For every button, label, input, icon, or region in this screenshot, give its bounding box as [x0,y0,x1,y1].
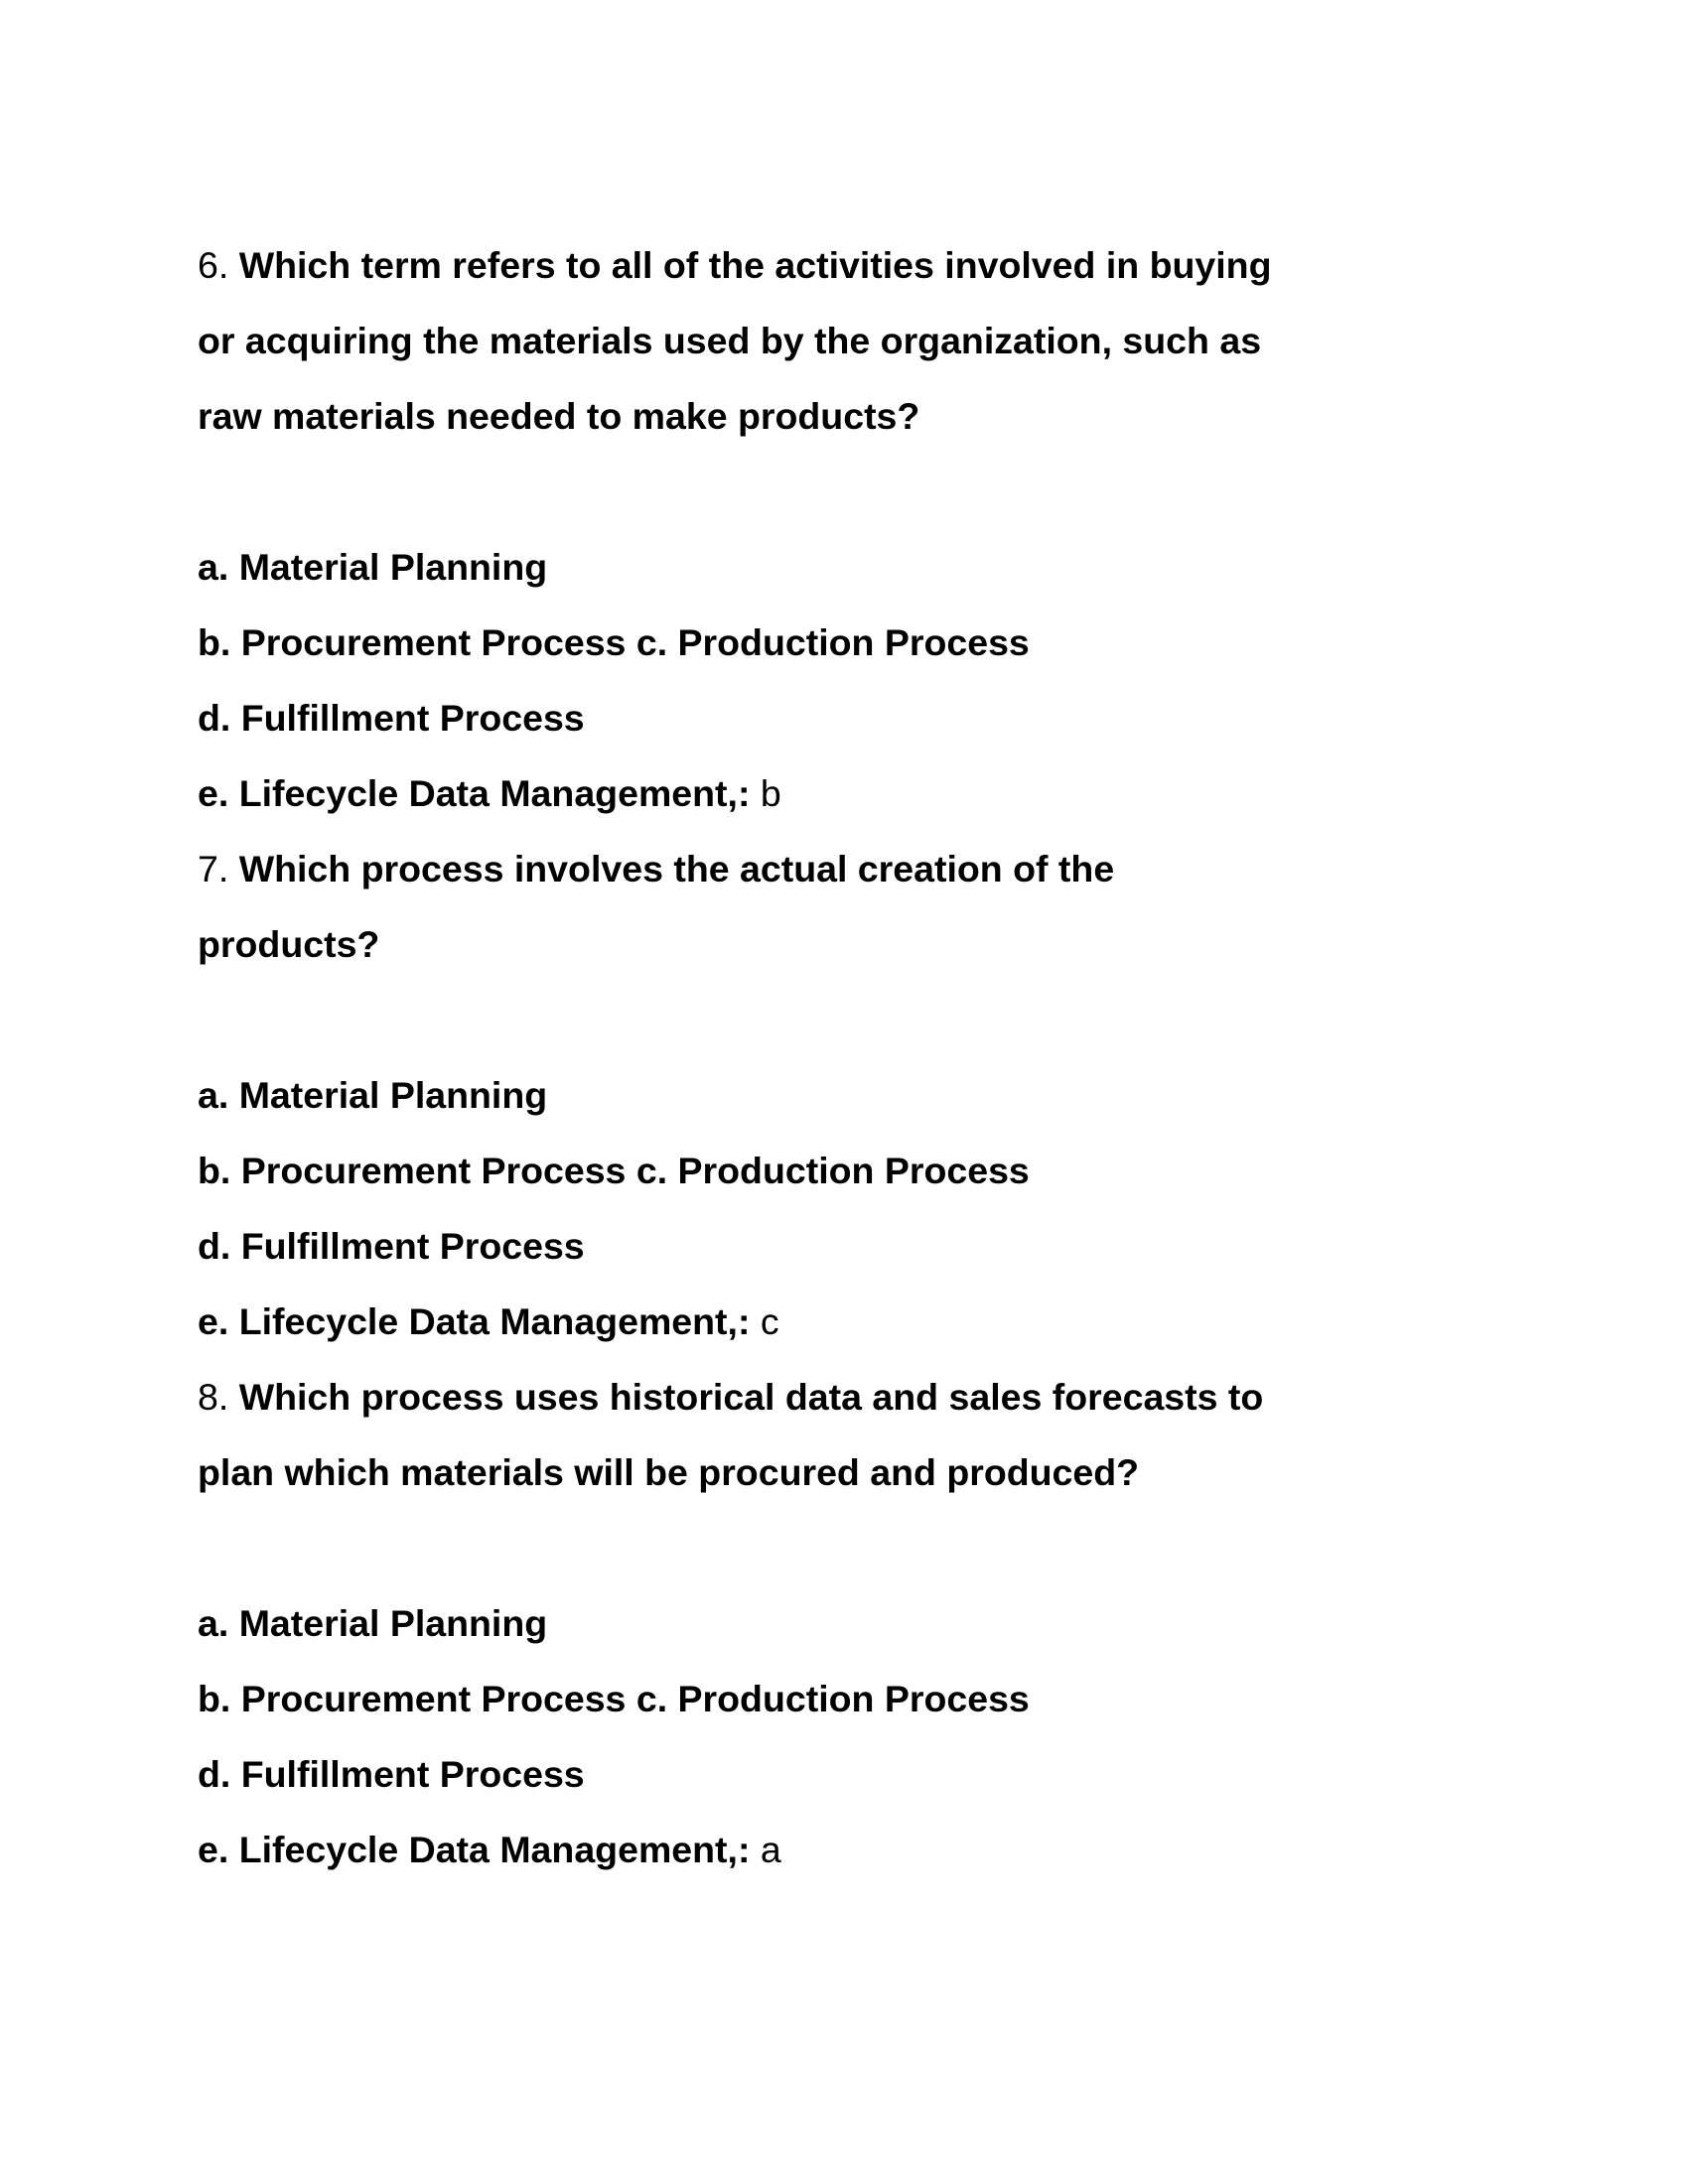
option-text: d. Fulfillment Process [198,697,585,739]
answer-key: b [760,772,781,814]
question-text: Which term refers to all of the activities involved in buying [238,244,1272,286]
blank-line [198,982,1272,1057]
answer-option [198,680,1272,755]
document-page [198,227,1272,1887]
question-text: or acquiring the materials used by the organization, such as [198,320,1262,361]
option-text: e. Lifecycle Data Management,: [198,1829,751,1870]
question-number: 6. [198,244,229,286]
option-text: d. Fulfillment Process [198,1225,585,1267]
answer-key: a [760,1829,781,1870]
question-text: Which process involves the actual creation of the [238,848,1115,889]
question-line [198,1359,1272,1434]
question-text: products? [198,923,380,965]
option-text: e. Lifecycle Data Management,: [198,1300,751,1342]
question-text: plan which materials will be procured and produced? [198,1451,1140,1493]
answer-option [198,1208,1272,1284]
answer-option [198,755,1272,831]
answer-option [198,1812,1272,1887]
question-block [198,227,1272,831]
answer-option [198,1057,1272,1133]
question-line [198,378,1272,454]
question-number: 8. [198,1376,229,1418]
question-text: raw materials needed to make products? [198,395,920,437]
option-text: a. Material Planning [198,1074,548,1116]
option-text: b. Procurement Process c. Production Process [198,1678,1030,1719]
answer-key: c [760,1300,779,1342]
answer-option [198,1585,1272,1661]
question-line [198,303,1272,378]
option-text: a. Material Planning [198,1602,548,1644]
question-line [198,1434,1272,1510]
question-line [198,227,1272,303]
option-text: d. Fulfillment Process [198,1753,585,1795]
answer-option [198,1661,1272,1736]
answer-option [198,1284,1272,1359]
question-number: 7. [198,848,229,889]
question-line [198,831,1272,906]
option-text: e. Lifecycle Data Management,: [198,772,751,814]
blank-line [198,454,1272,529]
answer-option [198,1736,1272,1812]
blank-line [198,1510,1272,1585]
question-text: Which process uses historical data and sales forecasts to [238,1376,1264,1418]
question-line [198,906,1272,982]
answer-option [198,529,1272,605]
option-text: b. Procurement Process c. Production Process [198,621,1030,663]
option-text: a. Material Planning [198,546,548,588]
answer-option [198,605,1272,680]
question-block [198,1359,1272,1887]
answer-option [198,1133,1272,1208]
option-text: b. Procurement Process c. Production Process [198,1150,1030,1191]
question-block [198,831,1272,1359]
